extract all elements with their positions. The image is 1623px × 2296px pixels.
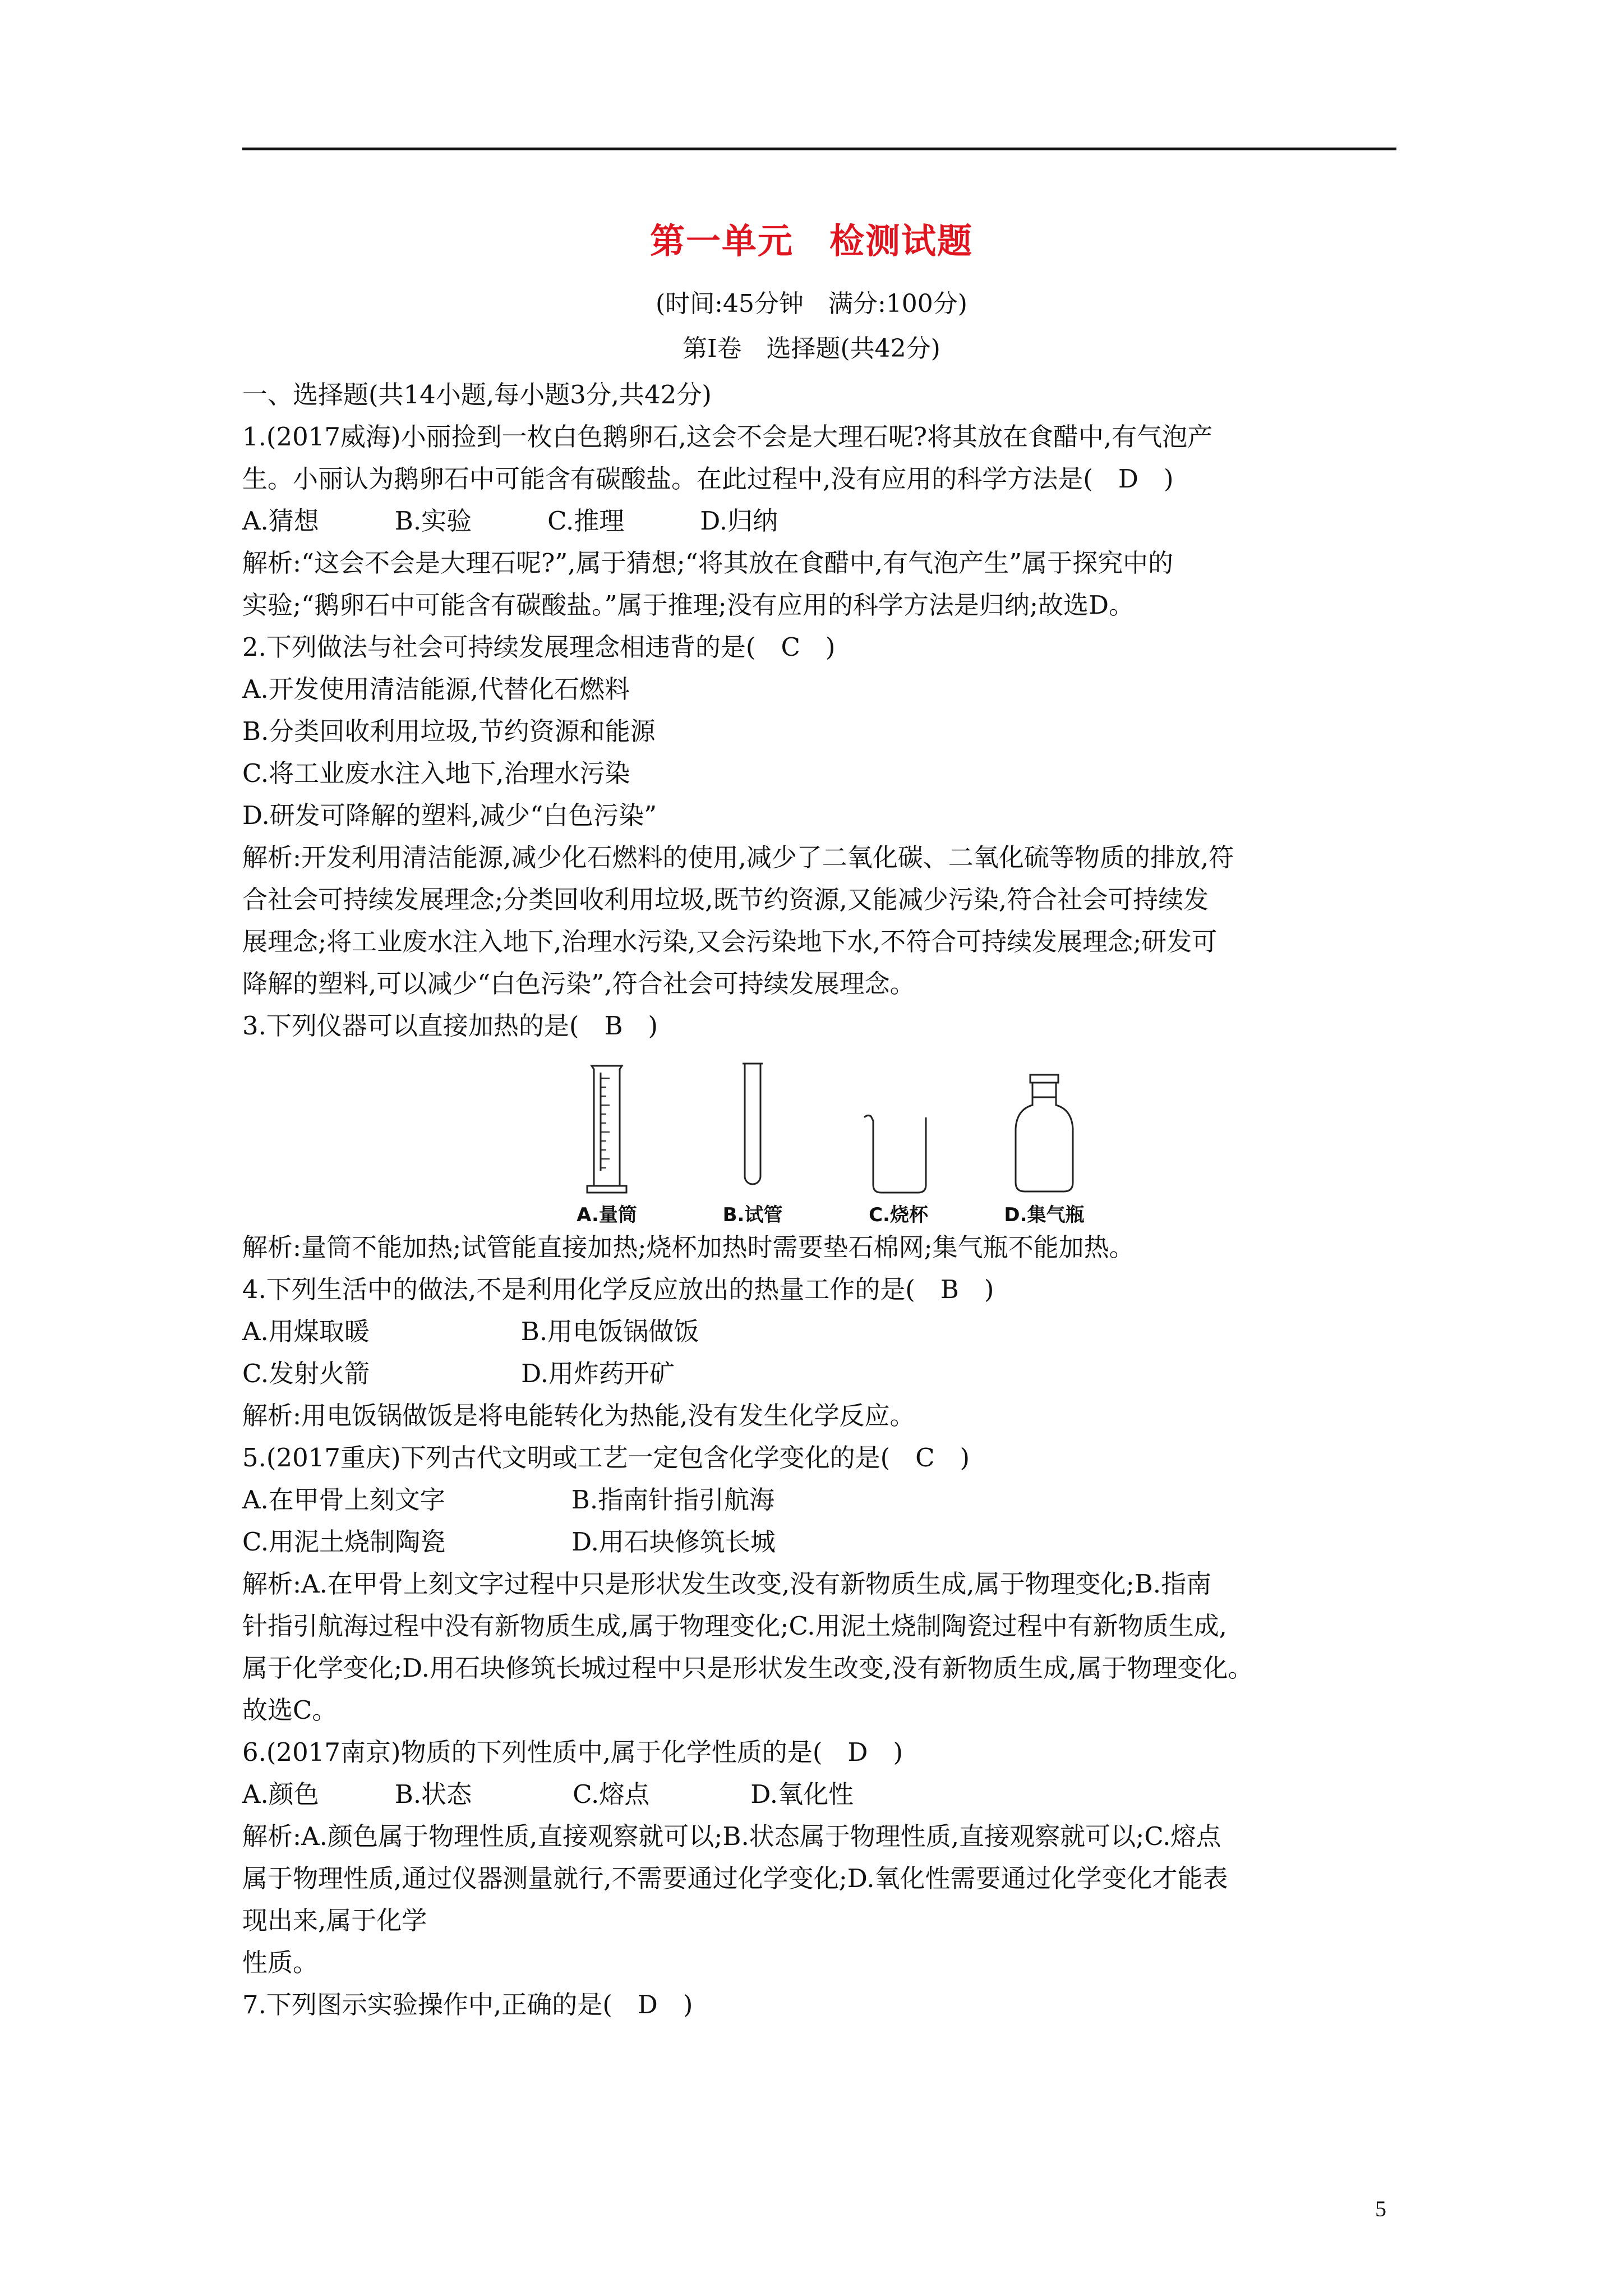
question-1-stem-line-2: 生。小丽认为鹅卵石中可能含有碳酸盐。在此过程中,没有应用的科学方法是( D ): [242, 464, 1174, 494]
caption-graduated-cylinder: A.量筒: [577, 1204, 637, 1226]
apparatus-figure: [545, 1052, 1106, 1226]
part-heading: 一、选择题(共14小题,每小题3分,共42分): [242, 380, 712, 409]
figure-item-test-tube: [691, 1052, 814, 1226]
question-2-analysis-line-2: 合社会可持续发展理念;分类回收利用垃圾,既节约资源,又能减少污染,符合社会可持续发: [242, 885, 1209, 914]
caption-gas-jar: D.集气瓶: [1004, 1204, 1085, 1226]
beaker-icon: [862, 1112, 935, 1196]
question-2-option-c: C.将工业废水注入地下,治理水污染: [242, 758, 630, 788]
graduated-cylinder-icon: [582, 1061, 632, 1196]
header-rule: [242, 148, 1396, 150]
page-number: 5: [1375, 2196, 1386, 2221]
question-5-analysis-line-4: 故选C。: [242, 1695, 338, 1725]
question-6-analysis-line-2: 属于物理性质,通过仪器测量就行,不需要通过化学变化;D.氧化性需要通过化学变化才能表: [242, 1864, 1228, 1893]
question-1-stem-line-1: 1.(2017威海)小丽捡到一枚白色鹅卵石,这会不会是大理石呢?将其放在食醋中,有气泡产: [242, 422, 1213, 452]
question-2-stem: 2.下列做法与社会可持续发展理念相违背的是( C ): [242, 632, 836, 662]
section-title: 第Ⅰ卷 选择题(共42分): [683, 334, 940, 363]
test-tube-icon: [736, 1061, 769, 1196]
question-2-option-b: B.分类回收利用垃圾,节约资源和能源: [242, 716, 656, 746]
gas-collecting-bottle-icon: [1008, 1073, 1081, 1196]
caption-beaker: C.烧杯: [869, 1204, 928, 1226]
question-5-analysis-line-1: 解析:A.在甲骨上刻文字过程中只是形状发生改变,没有新物质生成,属于物理变化;B.指南: [242, 1569, 1212, 1599]
question-2-option-d: D.研发可降解的塑料,减少“白色污染”: [242, 800, 657, 830]
figure-item-beaker: [837, 1052, 960, 1226]
question-2-analysis-line-3: 展理念;将工业废水注入地下,治理水污染,又会污染地下水,不符合可持续发展理念;研发可: [242, 927, 1218, 956]
question-5-analysis-line-3: 属于化学变化;D.用石块修筑长城过程中只是形状发生改变,没有新物质生成,属于物理变化。: [242, 1653, 1253, 1683]
question-5-stem: 5.(2017重庆)下列古代文明或工艺一定包含化学变化的是( C ): [242, 1443, 970, 1473]
question-6-analysis-line-4: 性质。: [242, 1948, 319, 1977]
question-6-options: A.颜色 B.状态 C.熔点 D.氧化性: [242, 1779, 854, 1809]
question-4-options-ab: A.用煤取暖 B.用电饭锅做饭: [242, 1317, 699, 1346]
question-7-stem: 7.下列图示实验操作中,正确的是( D ): [242, 1990, 693, 2019]
question-2-analysis-line-4: 降解的塑料,可以减少“白色污染”,符合社会可持续发展理念。: [242, 969, 915, 999]
question-5-options-cd: C.用泥土烧制陶瓷 D.用石块修筑长城: [242, 1527, 776, 1557]
question-5-analysis-line-2: 针指引航海过程中没有新物质生成,属于物理变化;C.用泥土烧制陶瓷过程中有新物质生成,: [242, 1611, 1227, 1641]
question-5-options-ab: A.在甲骨上刻文字 B.指南针指引航海: [242, 1485, 775, 1515]
question-4-analysis: 解析:用电饭锅做饭是将电能转化为热能,没有发生化学反应。: [242, 1401, 915, 1430]
question-4-options-cd: C.发射火箭 D.用炸药开矿: [242, 1359, 675, 1388]
question-2-analysis-line-1: 解析:开发利用清洁能源,减少化石燃料的使用,减少了二氧化碳、二氧化硫等物质的排放,符: [242, 843, 1234, 872]
question-3-stem: 3.下列仪器可以直接加热的是( B ): [242, 1011, 658, 1041]
question-list: [242, 374, 1398, 2026]
question-1-analysis-line-1: 解析:“这会不会是大理石呢?”,属于猜想;“将其放在食醋中,有气泡产生”属于探究中的: [242, 548, 1174, 578]
page-title: 第一单元 检测试题: [649, 220, 973, 261]
question-4-stem: 4.下列生活中的做法,不是利用化学反应放出的热量工作的是( B ): [242, 1274, 994, 1304]
question-6-stem: 6.(2017南京)物质的下列性质中,属于化学性质的是( D ): [242, 1737, 903, 1767]
question-1-analysis-line-2: 实验;“鹅卵石中可能含有碳酸盐。”属于推理;没有应用的科学方法是归纳;故选D。: [242, 590, 1135, 620]
question-6-analysis-line-3: 现出来,属于化学: [242, 1906, 427, 1935]
question-3-analysis: 解析:量筒不能加热;试管能直接加热;烧杯加热时需要垫石棉网;集气瓶不能加热。: [242, 1232, 1135, 1262]
question-2-option-a: A.开发使用清洁能源,代替化石燃料: [242, 674, 630, 704]
caption-test-tube: B.试管: [722, 1204, 783, 1226]
question-6-analysis-line-1: 解析:A.颜色属于物理性质,直接观察就可以;B.状态属于物理性质,直接观察就可以;C.熔点: [242, 1821, 1221, 1851]
exam-meta: (时间:45分钟 满分:100分): [656, 289, 967, 318]
figure-item-graduated-cylinder: [545, 1052, 668, 1226]
figure-item-gas-jar: [983, 1052, 1106, 1226]
question-1-options: A.猜想 B.实验 C.推理 D.归纳: [242, 506, 778, 536]
